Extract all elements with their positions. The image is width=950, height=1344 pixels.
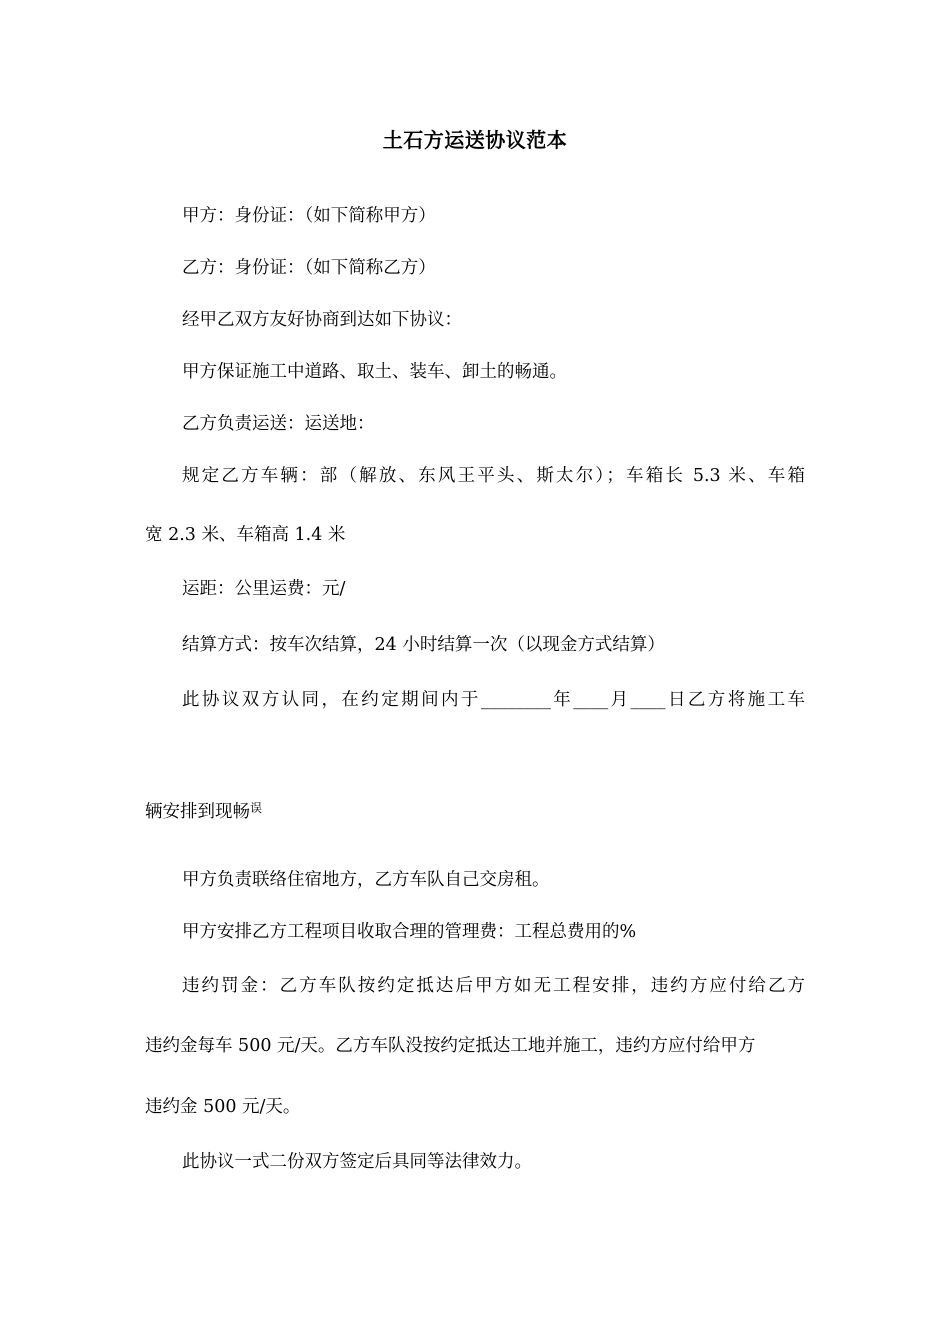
clause-schedule-continued [145,796,262,824]
clause-vehicles-continued: 宽 2.3 米、车箱高 1.4 米 [145,525,346,545]
clause-schedule-continued-text: 辆安排到现畅 [145,802,250,822]
clause-schedule: 此协议双方认同，在约定期间内于________年____月____日乙方将施工车 [182,690,805,710]
clause-penalty-line-3: 违约金 500 元/天。 [145,1097,301,1117]
clause-transport: 乙方负责运送：运送地： [182,414,375,434]
clause-road-access: 甲方保证施工中道路、取土、装车、卸土的畅通。 [182,362,567,382]
clause-penalty: 违约罚金：乙方车队按约定抵达后甲方如无工程安排，违约方应付给乙方 [182,976,805,996]
clause-copies: 此协议一式二份双方签定后具同等法律效力。 [182,1152,532,1172]
agreement-intro: 经甲乙双方友好协商到达如下协议： [182,310,462,330]
clause-distance-fee: 运距：公里运费：元/ [182,579,346,599]
document-title: 土石方运送协议范本 [382,128,568,152]
party-a-line: 甲方：身份证：（如下简称甲方） [182,206,436,226]
clause-management-fee: 甲方安排乙方工程项目收取合理的管理费：工程总费用的% [182,922,637,942]
clause-settlement: 结算方式：按车次结算，24 小时结算一次（以现金方式结算） [182,635,665,655]
stray-mark: 误 [250,801,263,815]
clause-vehicles: 规定乙方车辆：部（解放、东风王平头、斯太尔）；车箱长 5.3 米、车箱 [182,466,805,486]
party-b-line: 乙方：身份证：（如下简称乙方） [182,258,436,278]
clause-lodging: 甲方负责联络住宿地方，乙方车队自己交房租。 [182,870,550,890]
clause-penalty-line-2: 违约金每车 500 元/天。乙方车队没按约定抵达工地并施工，违约方应付给甲方 [145,1036,756,1056]
